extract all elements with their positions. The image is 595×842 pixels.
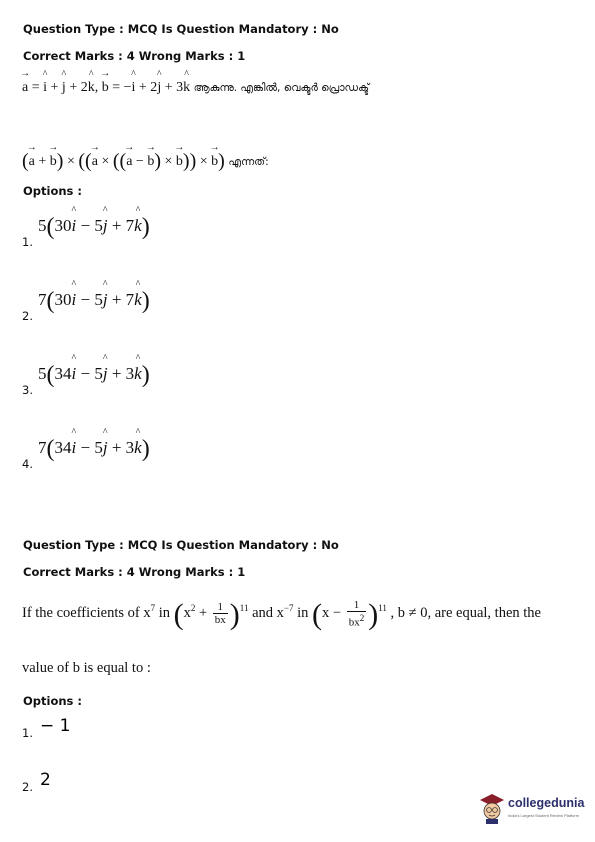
q2-stem-line2: value of b is equal to : bbox=[22, 660, 151, 676]
q2-option-number: 1. bbox=[22, 726, 33, 740]
q1-expr-malayalam: എന്നത്: bbox=[228, 156, 269, 168]
q1-option-number: 1. bbox=[22, 235, 33, 249]
q1-option-2[interactable]: 7(30^ i − 5^ j + 7^ k) bbox=[38, 288, 150, 315]
q1-option-number: 4. bbox=[22, 457, 33, 471]
logo-tagline: India's Largest Student Review Platform bbox=[508, 813, 580, 818]
q1-option-4[interactable]: 7(34^ i − 5^ j + 3^ k) bbox=[38, 436, 150, 463]
q2-meta-type: Question Type : MCQ Is Question Mandatory : No bbox=[23, 538, 339, 552]
q1-options-label: Options : bbox=[23, 184, 82, 198]
q2-option-number: 2. bbox=[22, 780, 33, 794]
q1-option-1[interactable]: 5(30^ i − 5^ j + 7^ k) bbox=[38, 214, 150, 241]
q2-options-label: Options : bbox=[23, 694, 82, 708]
q2-option-2[interactable]: 2 bbox=[40, 770, 51, 790]
q1-option-3[interactable]: 5(34^ i − 5^ j + 3^ k) bbox=[38, 362, 150, 389]
q1-stem: → a = ^ i + ^ j + 2^ k, → b = −^ i + 2^ j + 3^ k ആകുന്നു. എങ്കിൽ, വെക്ടർ പ്രൊഡക്ട് bbox=[22, 80, 369, 96]
q1-option-number: 3. bbox=[22, 383, 33, 397]
q2-stem-line1: If the coefficients of $x^7$ in ($x^2$ + $\frac{1}{bx}$ )$^{11}$ and $x^{-7}$ in (x − $\frac{1}{bx^2}$ )$^{11}$ , b ≠ 0, are equal, then the bbox=[22, 598, 541, 631]
logo-wordmark: collegedunia bbox=[508, 796, 585, 810]
collegedunia-logo bbox=[478, 792, 588, 826]
q1-meta-type: Question Type : MCQ Is Question Mandatory : No bbox=[23, 22, 339, 36]
q1-meta-marks: Correct Marks : 4 Wrong Marks : 1 bbox=[23, 49, 246, 63]
q1-option-number: 2. bbox=[22, 309, 33, 323]
graduate-mascot-icon bbox=[478, 792, 506, 824]
q2-option-1[interactable]: − 1 bbox=[40, 716, 71, 736]
q1-expression: (→ a + → b) × ((→ a × ((→ a − → b) × → b)) × → b) എന്നത്: bbox=[22, 150, 269, 173]
q1-stem-malayalam: ആകുന്നു. എങ്കിൽ, വെക്ടർ പ്രൊഡക്ട് bbox=[193, 82, 370, 94]
q2-meta-marks: Correct Marks : 4 Wrong Marks : 1 bbox=[23, 565, 246, 579]
